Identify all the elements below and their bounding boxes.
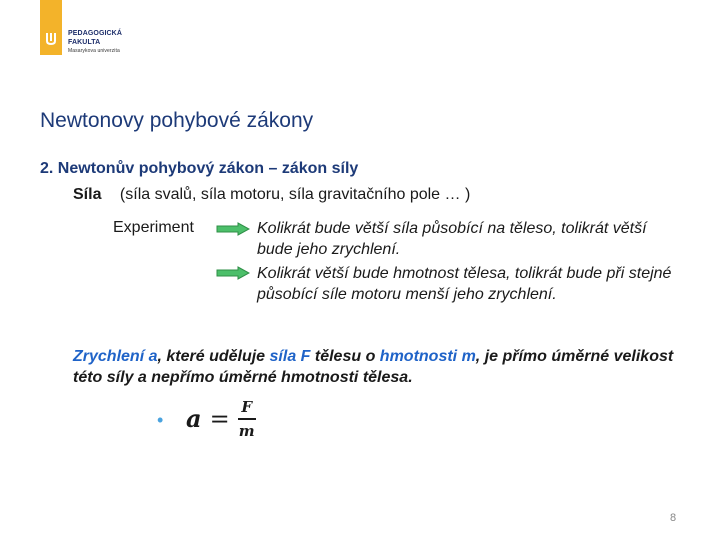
force-examples: (síla svalů, síla motoru, síla gravitačního pole … ) [119,186,471,203]
university-logo-icon [44,32,58,46]
section-heading [40,160,358,178]
arrow-right-icon [216,266,250,280]
formula-equals: = [209,404,230,433]
experiment-statement-2: Kolikrát větší bude hmotnost tělesa, tolikrát bude při stejné působící síle motoru menší jeho zrychlení. [257,265,672,303]
law-text-3: , je přímo úměrné velikost této síly a nepřímo úměrné hmotnosti tělesa. [73,348,674,386]
arrow-right-icon [216,222,250,236]
experiment-label: Experiment [113,219,194,236]
formula-numerator: F [241,398,252,416]
law-statement [73,346,688,388]
section-text: Newtonův pohybový zákon – zákon síly [57,160,359,177]
page-number: 8 [670,512,677,524]
slide-title: Newtonovy pohybové zákony [40,109,314,132]
faculty-logo-text [68,29,122,56]
force-term: Síla [73,186,102,203]
experiment-statement-1: Kolikrát bude větší síla působící na těleso, tolikrát větší bude jeho zrychlení. [257,220,647,258]
force-line [73,186,470,204]
law-text-1: , které uděluje [157,348,270,365]
formula-denominator: m [238,421,255,440]
logo-line-2: FAKULTA [68,39,101,46]
section-number: 2. [40,160,54,177]
formula-fraction [238,398,256,440]
logo-line-1: PEDAGOGICKÁ [68,30,122,37]
faculty-logo-bar [40,0,62,55]
logo-line-3: Masarykova univerzita [68,48,120,54]
law-force: síla F [269,348,311,365]
formula [186,398,256,440]
law-text-2: tělesu o [310,348,380,365]
law-acceleration: Zrychlení a [73,348,158,365]
law-mass: hmotnosti m [379,348,476,365]
formula-lhs: a [186,404,202,434]
fraction-bar [238,418,256,420]
bullet-point: • [157,410,164,430]
